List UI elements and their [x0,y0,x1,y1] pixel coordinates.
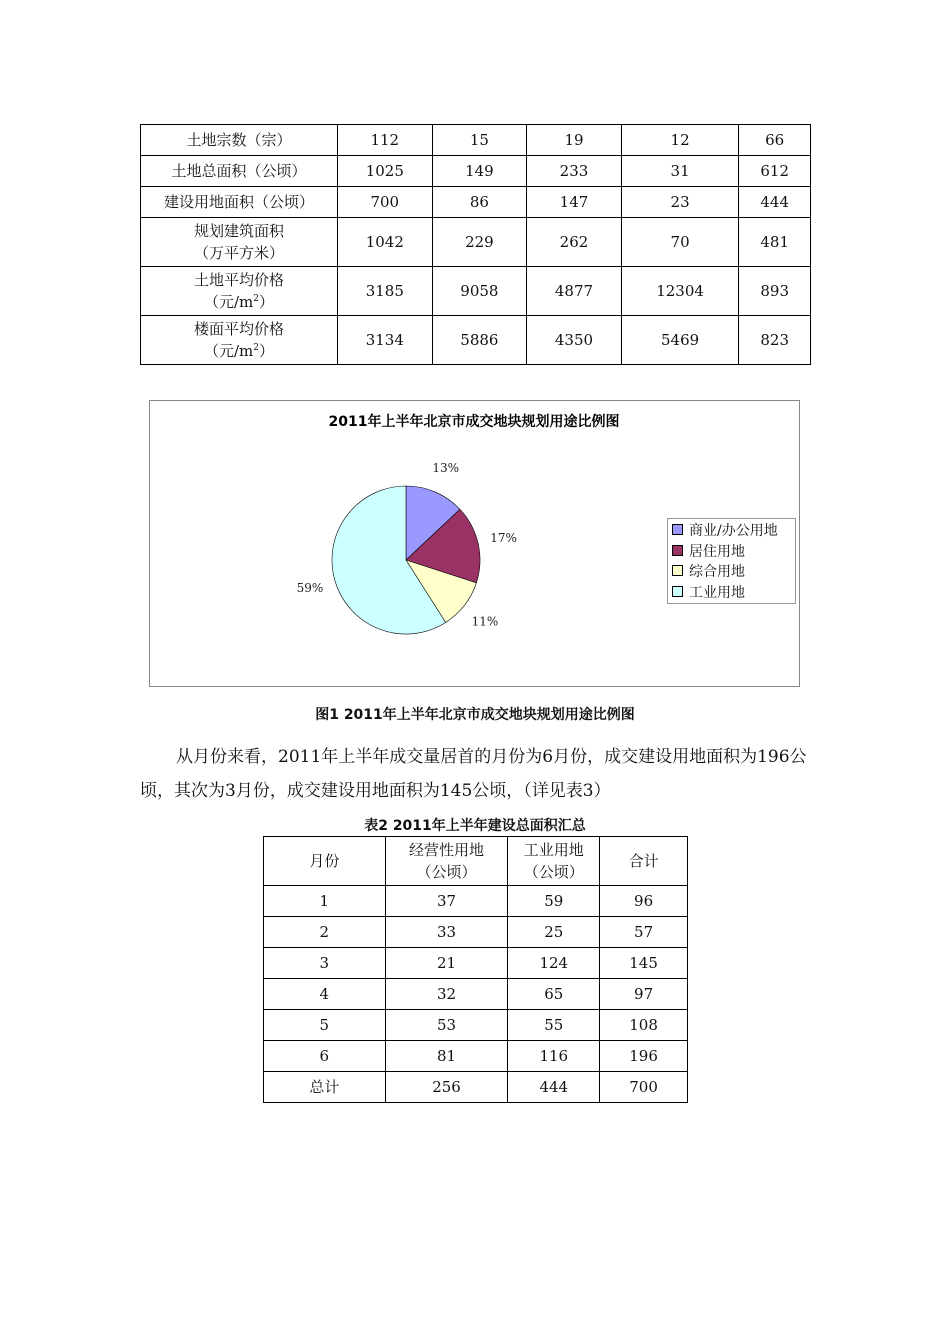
table-cell: 9058 [432,267,527,316]
table-cell: 总计 [264,1072,386,1103]
table-cell: 59 [508,886,600,917]
table-cell: 893 [739,267,811,316]
unit-superscript: 2 [253,343,259,353]
table-cell: 256 [385,1072,508,1103]
table-cell: 53 [385,1010,508,1041]
table-cell: 145 [600,948,688,979]
table-cell: 55 [508,1010,600,1041]
table-cell: 3185 [338,267,433,316]
table-cell: 700 [338,187,433,218]
row-label-unit: （元/m [203,342,254,360]
land-stats-table [140,124,811,365]
table-cell: 108 [600,1010,688,1041]
table-cell: 2 [264,917,386,948]
table-cell: 147 [527,187,622,218]
legend-item-industrial [672,583,791,604]
table-cell: 81 [385,1041,508,1072]
table-cell: 25 [508,917,600,948]
table-cell: 229 [432,218,527,267]
row-label [141,187,338,218]
row-label-unit: （元/m [203,293,254,311]
header-cell [264,837,386,886]
table-cell: 116 [508,1041,600,1072]
unit-superscript: 2 [253,294,259,304]
table-row [264,1041,688,1072]
legend-swatch [672,565,683,576]
table-cell: 65 [508,979,600,1010]
table-cell: 37 [385,886,508,917]
row-label-text: 建设用地面积（公顷） [163,193,314,211]
table-cell: 149 [432,156,527,187]
table-row [141,218,811,267]
table-row [264,979,688,1010]
table-cell: 32 [385,979,508,1010]
table-cell: 112 [338,125,433,156]
chart-legend [667,518,796,604]
legend-label: 综合用地 [689,564,745,580]
table-cell: 97 [600,979,688,1010]
pie-label-mixed: 11% [471,614,499,629]
table-cell: 66 [739,125,811,156]
body-paragraph: 从月份来看，2011年上半年成交量居首的月份为6月份，成交建设用地面积为196公顷，其次为3月份，成交建设用地面积为145公顷，（详见表3） [140,747,807,801]
row-label-text: 土地总面积（公顷） [171,162,307,180]
table-caption: 表2 2011年上半年建设总面积汇总 [364,818,586,834]
header-unit: （公顷） [416,863,477,881]
row-label-line1: 规划建筑面积 [193,222,284,240]
table-cell: 4877 [527,267,622,316]
legend-label: 居住用地 [689,543,745,560]
row-label-line1: 土地平均价格 [193,271,284,289]
table-cell: 262 [527,218,622,267]
table-cell: 612 [739,156,811,187]
header-text: 合计 [628,852,659,870]
table-cell: 700 [600,1072,688,1103]
table-row [141,267,811,316]
table-cell: 481 [739,218,811,267]
pie-label-commercial: 13% [432,461,460,476]
legend-swatch [672,586,683,597]
pie-label-industrial: 59% [296,580,324,595]
table-cell: 70 [621,218,739,267]
chart-title: 2011年上半年北京市成交地块规划用途比例图 [328,414,620,430]
legend-item-residential [672,542,791,563]
header-cell [508,837,600,886]
legend-item-mixed [672,562,791,583]
table-cell: 5886 [432,316,527,365]
table-row [141,316,811,365]
row-label-line2: （万平方米） [193,244,284,262]
table-row [141,156,811,187]
pie-label-residential: 17% [490,531,517,546]
table-row [264,1010,688,1041]
row-label [141,316,338,365]
row-label [141,156,338,187]
header-cell [600,837,688,886]
header-text: 经营性用地 [409,841,485,859]
table-cell: 3134 [338,316,433,365]
row-label-unit-close: ） [259,293,275,311]
table-cell: 1042 [338,218,433,267]
table-row [141,125,811,156]
row-label [141,267,338,316]
table-row [264,886,688,917]
table-cell: 444 [739,187,811,218]
table-cell: 33 [385,917,508,948]
table-cell: 196 [600,1041,688,1072]
header-text: 工业用地 [523,841,584,859]
legend-swatch [672,545,683,556]
table-cell: 12304 [621,267,739,316]
row-label-text: 土地宗数（宗） [186,131,292,149]
table-cell: 15 [432,125,527,156]
row-label-unit-close: ） [259,342,275,360]
table-row [264,948,688,979]
table-cell: 4350 [527,316,622,365]
table-cell: 96 [600,886,688,917]
table-cell: 23 [621,187,739,218]
table-cell: 19 [527,125,622,156]
table-cell: 444 [508,1072,600,1103]
table-total-row [264,1072,688,1103]
header-text: 月份 [309,852,340,870]
pie-chart-frame [149,400,800,687]
monthly-area-table [263,836,688,1103]
table-cell: 57 [600,917,688,948]
legend-label: 工业用地 [689,584,745,601]
table-cell: 5 [264,1010,386,1041]
table-cell: 86 [432,187,527,218]
table-row [264,917,688,948]
table-cell: 3 [264,948,386,979]
legend-item-commercial [672,521,791,542]
header-cell [385,837,508,886]
table-cell: 21 [385,948,508,979]
table-cell: 823 [739,316,811,365]
table-cell: 124 [508,948,600,979]
table-cell: 1 [264,886,386,917]
table-cell: 233 [527,156,622,187]
pie-slices [332,486,480,634]
legend-label: 商业/办公用地 [689,523,778,539]
table-header-row [264,837,688,886]
table-cell: 5469 [621,316,739,365]
row-label-line1: 楼面平均价格 [193,320,284,338]
header-unit: （公顷） [523,863,584,881]
row-label [141,218,338,267]
legend-swatch [672,524,683,535]
figure-caption: 图1 2011年上半年北京市成交地块规划用途比例图 [315,707,635,723]
table-cell: 12 [621,125,739,156]
table-cell: 31 [621,156,739,187]
table-row [141,187,811,218]
table-cell: 6 [264,1041,386,1072]
table-cell: 4 [264,979,386,1010]
table-cell: 1025 [338,156,433,187]
row-label [141,125,338,156]
